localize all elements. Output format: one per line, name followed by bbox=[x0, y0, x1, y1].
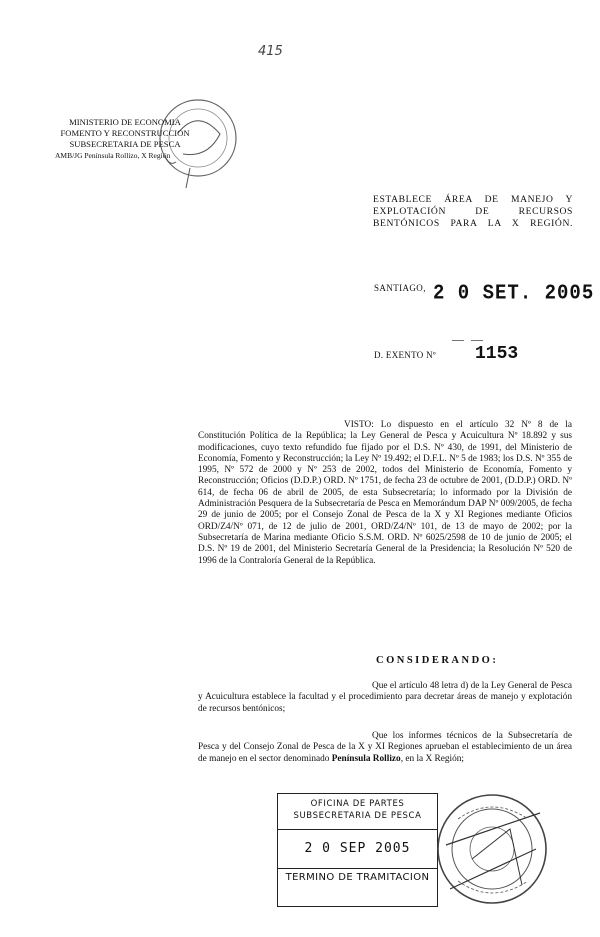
reception-stamp-line1: OFICINA DE PARTES bbox=[310, 799, 405, 809]
reception-stamp-office bbox=[278, 794, 437, 830]
office-seal-icon bbox=[432, 789, 552, 909]
letterhead-ministry-line2: FOMENTO Y RECONSTRUCCION bbox=[60, 128, 190, 138]
letterhead bbox=[55, 117, 195, 161]
considerando-2-text: Que los informes técnicos de la Subsecretaría de Pesca y del Consejo Zonal de Pesca de la X y XI Regiones aprueban el establecimiento de un área de manejo en el sector denominado bbox=[198, 731, 572, 764]
place-date: 2 0 SET. 2005 bbox=[433, 280, 595, 306]
letterhead-subsecretaria: SUBSECRETARIA DE PESCA bbox=[69, 139, 181, 149]
document-title: ESTABLECE ÁREA DE MANEJO Y EXPLOTACIÓN DE RECURSOS BENTÓNICOS PARA LA X REGIÓN. bbox=[373, 194, 573, 229]
letterhead-reference: AMB/JG Península Rollizo, X Región bbox=[55, 151, 171, 160]
decree-number: 1153 bbox=[475, 344, 519, 364]
reception-stamp-line2: SUBSECRETARIA DE PESCA bbox=[293, 811, 422, 821]
considerando-2-end: , en la X Región; bbox=[400, 753, 464, 764]
considerando-2-place: Península Rollizo bbox=[331, 753, 401, 764]
reception-stamp-footer: TERMINO DE TRAMITACION bbox=[285, 872, 430, 883]
reception-stamp-date: 2 0 SEP 2005 bbox=[278, 830, 437, 869]
handwritten-folio: 415 bbox=[258, 44, 283, 59]
letterhead-ministry: MINISTERIO DE ECONOMIA bbox=[69, 117, 181, 127]
decree-dash: — — bbox=[452, 332, 485, 346]
visto-paragraph: VISTO: Lo dispuesto en el artículo 32 Nº 8 de la Constitución Política de la República; la Ley General de Pesca y Acuicultura Nº 18.892 y sus modificaciones, cuyo texto refundido fue fijado por el D.S. Nº 430, de 1991, del Ministerio de Economía, Fomento y Reconstrucción; la Ley Nº 19.492; el D.F.L. Nº 5 de 1983; los D.S. Nº 355 de 1995, Nº 572 de 2000 y Nº 253 de 2002, todos del Ministerio de Economía, Fomento y Reconstrucción; Oficios (D.D.P.) ORD. Nº 1751, de fecha 23 de octubre de 2001, (D.D.P.) ORD. Nº 614, de fecha 06 de abril de 2005, de esta Subsecretaría; lo informado por la División de Administración Pesquera de la Subsecretaría de Pesca en Memorándum DAP Nº 009/2005, de fecha 29 de junio de 2005; por el Consejo Zonal de Pesca de la X y XI Regiones mediante Oficios ORD/Z4/Nº 071, de 12 de julio de 2001, ORD/Z4/Nº 101, de 13 de mayo de 2002; por la Subsecretaría de Marina mediante Oficio S.S.M. ORD. Nº 6025/2598 de 10 de junio de 2005; el D.S. Nº 19 de 2001, del Ministerio Secretaría General de la Presidencia; la Resolución Nº 520 de 1996 de la Contraloría General de la República. bbox=[198, 420, 572, 566]
considerando-1: Que el artículo 48 letra d) de la Ley General de Pesca y Acuicultura establece la facultad y el procedimiento para decretar áreas de manejo y explotación de recursos bentónicos; bbox=[198, 681, 572, 714]
considerando-2 bbox=[198, 731, 572, 765]
decree-label: D. EXENTO Nº bbox=[374, 350, 436, 360]
considerando-heading: CONSIDERANDO: bbox=[376, 655, 499, 666]
reception-stamp bbox=[277, 793, 438, 907]
place-label: SANTIAGO, bbox=[374, 283, 426, 293]
